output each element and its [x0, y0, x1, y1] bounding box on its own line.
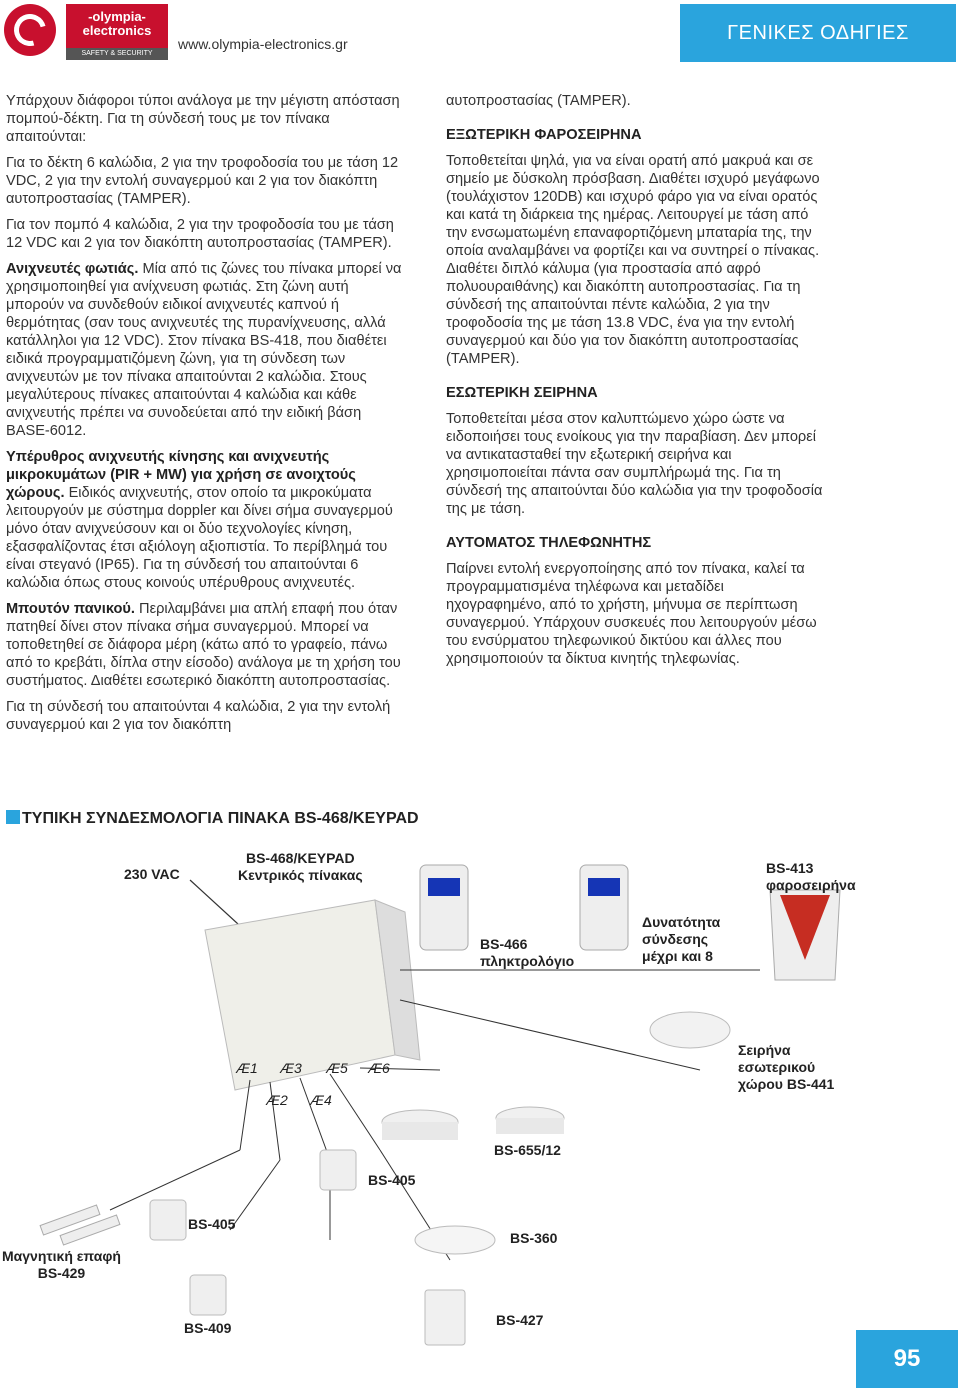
zone-6-label: Æ6: [368, 1060, 390, 1076]
company-logo: [0, 0, 170, 69]
fire-title: Ανιχνευτές φωτιάς.: [6, 261, 139, 277]
logo-text: -olympia- electronics: [66, 4, 168, 48]
paragraph: Για το δέκτη 6 καλώδια, 2 για την τροφοδοσία του με τάση 12 VDC, 2 για την εντολή συναγερμού και 2 για τον διακόπτη αυτοπροστασίας (TAMPER).: [6, 155, 399, 207]
paragraph: Παίρνει εντολή ενεργοποίησης από τον πίνακα, καλεί τα προγραμματισμένα τηλέφωνα και μεταδίδει ηχογραφημένο, από το χρήστη, μήνυμα σε περίπτωση συναγερμού. Υπάρχουν συσκευές που λειτουργούν μέσω του ενσύρματου τηλεφωνικού δικτύου και άλλες που χρησιμοποιούν τα δίκτυα κινητής τηλεφωνίας.: [446, 561, 817, 667]
fire-detectors-paragraph: [6, 260, 402, 440]
paragraph: Για τη σύνδεσή του απαιτούνται 4 καλώδια, 2 για την εντολή συναγερμού και 2 για τον διακόπτη: [6, 699, 391, 733]
pir-detector-image: [150, 1200, 186, 1240]
wiring-diagram: [0, 820, 960, 1392]
paragraph: Υπάρχουν διάφοροι τύποι ανάλογα με την μέγιστη απόσταση πομπού-δέκτη. Για τη σύνδεσή τους με τον πίνακα απαιτούνται:: [6, 93, 400, 145]
pir-detector-image: [320, 1150, 356, 1190]
zone-4-label: Æ4: [310, 1092, 332, 1108]
pir-title: Υπέρυθρος ανιχνευτής κίνησης και ανιχνευτής μικροκυμάτων (PIR + MW) για χρήση σε ανοιχτούς χώρους.: [6, 449, 356, 501]
external-siren-label: BS-413 φαροσειρήνα: [766, 860, 856, 893]
diagram-title: ΤΥΠΙΚΗ ΣΥΝΔΕΣΜΟΛΟΓΙΑ ΠΙΝΑΚΑ BS-468/KEYPAD: [6, 810, 419, 828]
fire-text: Μία από τις ζώνες του πίνακα μπορεί να χρησιμοποιηθεί για ανίχνευση φωτιάς. Στη ζώνη αυτή μπορούν να συνδεθούν ειδικοί ανιχνευτές καπνού ή θερμότητας (σαν τους ανιχνευτές της πυρανίχνευσης, αλλά κατάλληλοι για 12 VDC). Στον πίνακα BS-418, που διαθέτει ειδικά προγραμματιζόμενη ζώνη, για τη σύνδεση των ανιχνευτών με τον πίνακα απαιτούνται 2 καλώδια. Στους μεγαλύτερους πίνακες απαιτούνται 4 καλώδια και κάθε ανιχνευτής πρέπει να συνοδεύεται από την ειδική βάση BASE-6012.: [6, 261, 402, 439]
magnetic-contact-image: [40, 1205, 120, 1245]
zone-2-label: Æ2: [266, 1092, 288, 1108]
pir-detector-image: [190, 1275, 226, 1315]
left-column: [6, 92, 402, 742]
panic-paragraph: [6, 600, 402, 690]
heading: ΕΞΩΤΕΡΙΚΗ ΦΑΡΟΣΕΙΡΗΝΑ: [446, 127, 642, 143]
page-number: 95: [856, 1330, 958, 1388]
interior-siren-label: Σειρήνα εσωτερικού χώρου BS-441: [738, 1042, 835, 1092]
interior-siren-image: [650, 1012, 730, 1048]
panel-label: BS-468/KEYPAD Κεντρικός πίνακας: [238, 850, 363, 883]
paragraph: Τοποθετείται μέσα στον καλυπτώμενο χώρο ώστε να ειδοποιήσει τους ενοίκους για την παραβίαση. Δεν μπορεί να αντικατασταθεί την εξωτερική σειρήνα και χρησιμοποιείται πάντα σαν συμπλήρωμά της. Για τη σύνδεσή της απαιτούνται δύο καλώδια για την τροφοδοσία της με τάση.: [446, 411, 823, 517]
logo-tagline: SAFETY & SECURITY SYSTEMS: [66, 48, 168, 60]
pir-paragraph: [6, 448, 402, 592]
pir-label: BS-409: [184, 1320, 232, 1336]
panic-button-label: BS-427: [496, 1312, 544, 1328]
panic-title: Μπουτόν πανικού.: [6, 601, 135, 617]
right-column: [446, 92, 826, 676]
zone-1-label: Æ1: [236, 1060, 258, 1076]
website-url[interactable]: www.olympia-electronics.gr: [178, 36, 348, 52]
section-title: ΓΕΝΙΚΕΣ ΟΔΗΓΙΕΣ: [680, 4, 956, 62]
keypad-capacity-label: Δυνατότητα σύνδεσης μέχρι και 8: [642, 914, 721, 964]
pir-text: Ειδικός ανιχνευτής, στον οποίο τα μικροκύματα λειτουργούν με σύστημα doppler και δίνει σήμα συναγερμού μόνο όταν ανιχνεύσουν και οι δύο τεχνολογίες κίνηση, εξασφαλίζοντας έτσι αξιόλογη αξιοπιστία. Το περίβλημά του είναι στεγανό (IP65). Για τη σύνδεσή του απαιτούνται 6 καλώδια όπως στους κοινούς υπέρυθρους ανιχνευτές.: [6, 485, 393, 591]
panic-button-image: [425, 1290, 465, 1345]
smoke-detector-image: [382, 1107, 564, 1140]
external-siren-image: [770, 890, 840, 980]
zone-5-label: Æ5: [326, 1060, 348, 1076]
paragraph: αυτοπροστασίας (TAMPER).: [446, 93, 631, 109]
heading: ΑΥΤΟΜΑΤΟΣ ΤΗΛΕΦΩΝΗΤΗΣ: [446, 535, 652, 551]
smoke-detector-label: BS-655/12: [494, 1142, 561, 1158]
pir-label: BS-405: [368, 1172, 416, 1188]
heading: ΕΣΩΤΕΡΙΚΗ ΣΕΙΡΗΝΑ: [446, 385, 598, 401]
ceiling-detector-label: BS-360: [510, 1230, 558, 1246]
logo-icon: [4, 4, 56, 56]
pir-label: BS-405: [188, 1216, 236, 1232]
magnetic-contact-label: Μαγνητική επαφή BS-429: [2, 1248, 121, 1281]
vac-label: 230 VAC: [124, 866, 180, 882]
keypad-label: BS-466 πληκτρολόγιο: [480, 936, 575, 969]
paragraph: Για τον πομπό 4 καλώδια, 2 για την τροφοδοσία του με τάση 12 VDC και 2 για τον διακόπτη αυτοπροστασίας (TAMPER).: [6, 217, 394, 251]
panic-text: Περιλαμβάνει μια απλή επαφή που όταν πατηθεί δίνει στον πίνακα σήμα συναγερμού. Μπορεί να τοποθετηθεί σε διάφορα μέρη (κάτω από το γραφείο, πάνω από το κρεβάτι, δίπλα στην είσοδο) ανάλογα με τη χρήση του συστήματος. Διαθέτει εσωτερικό διακόπτη αυτοπροστασίας.: [6, 601, 401, 689]
ceiling-detector-image: [415, 1226, 495, 1254]
zone-3-label: Æ3: [280, 1060, 302, 1076]
paragraph: Τοποθετείται ψηλά, για να είναι ορατή από μακρυά και σε σημείο με δύσκολη πρόσβαση. Διαθέτει ισχυρό μεγάφωνο (τουλάχιστον 120DB) και ισχυρό φάρο για να είναι ορατός και κατά τη διάρκεια της ημέρας. Λειτουργεί με τάση από την ενσωματωμένη επαναφορτιζόμενη μπαταρία της, την οποία αναλαμβάνει να φορτίζει και να συντηρεί ο πίνακας. Διαθέτει διπλό κάλυμα (για προστασία από αφρό πολυουραιθάνης) και διακόπτη αυτοπροστασίας. Για τη σύνδεσή της απαιτούνται πέντε καλώδια, 2 για την τροφοδοσία της με τάση 13.8 VDC, ένα για την εντολή συναγερμού και δύο για τον διακόπτη αυτοπροστασίας (TAMPER).: [446, 153, 820, 367]
